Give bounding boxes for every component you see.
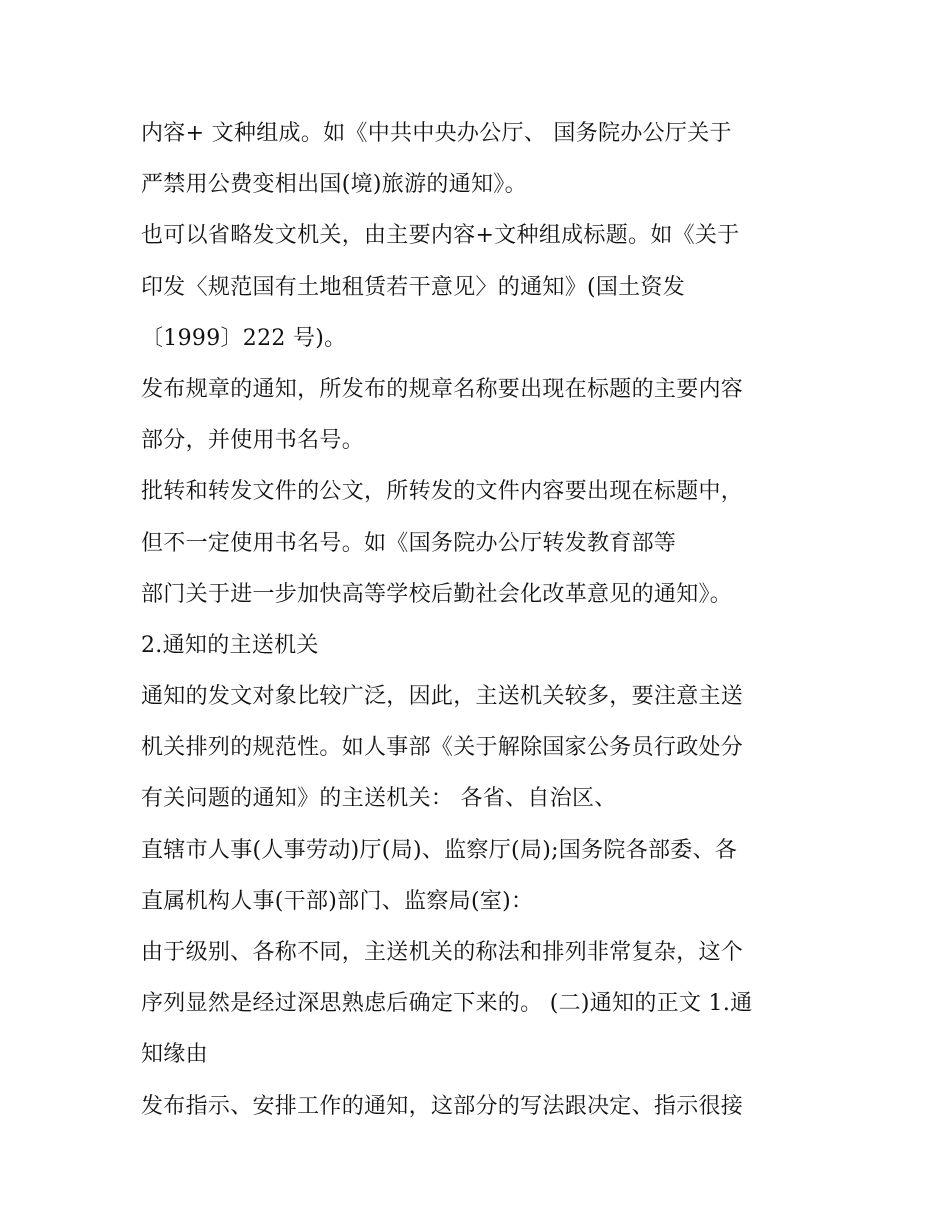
text-line: 有关问题的通知》的主送机关： 各省、自治区、	[141, 786, 617, 812]
text-line: 序列显然是经过深思熟虑后确定下来的。 (二)通知的正文 1.通	[141, 991, 753, 1017]
text-line: 通知的发文对象比较广泛，因此，主送机关较多，要注意主送	[141, 684, 744, 710]
text-line: 严禁用公费变相出国(境)旅游的通知》。	[141, 172, 527, 198]
text-line: 直属机构人事(干部)部门、监察局(室)：	[141, 888, 534, 914]
text-line: 印发〈规范国有土地租赁若干意见〉的通知》(国土资发	[141, 274, 686, 300]
section-heading: 2.通知的主送机关	[141, 632, 319, 658]
text-line: 直辖市人事(人事劳动)厅(局)、监察厅(局);国务院各部委、各	[141, 837, 738, 863]
document-body	[141, 108, 821, 1132]
text-line: 发布规章的通知，所发布的规章名称要出现在标题的主要内容	[141, 376, 744, 402]
text-line: 部门关于进一步加快高等学校后勤社会化改革意见的通知》。	[141, 581, 733, 607]
text-line: 〔1999〕222 号)。	[141, 325, 347, 351]
text-line: 内容+ 文种组成。如《中共中央办公厅、 国务院办公厅关于	[141, 121, 732, 146]
text-line: 批转和转发文件的公文，所转发的文件内容要出现在标题中，	[141, 479, 744, 505]
text-line: 知缘由	[141, 1042, 208, 1068]
text-line: 也可以省略发文机关，由主要内容+文种组成标题。如《关于	[141, 223, 740, 249]
text-line: 由于级别、各称不同，主送机关的称法和排列非常复杂，这个	[141, 940, 744, 965]
text-line: 机关排列的规范性。如人事部《关于解除国家公务员行政处分	[141, 735, 744, 761]
text-line: 但不一定使用书名号。如《国务院办公厅转发教育部等	[141, 530, 677, 556]
text-line: 发布指示、安排工作的通知，这部分的写法跟决定、指示很接	[141, 1093, 744, 1119]
text-line: 部分，并使用书名号。	[141, 428, 365, 454]
